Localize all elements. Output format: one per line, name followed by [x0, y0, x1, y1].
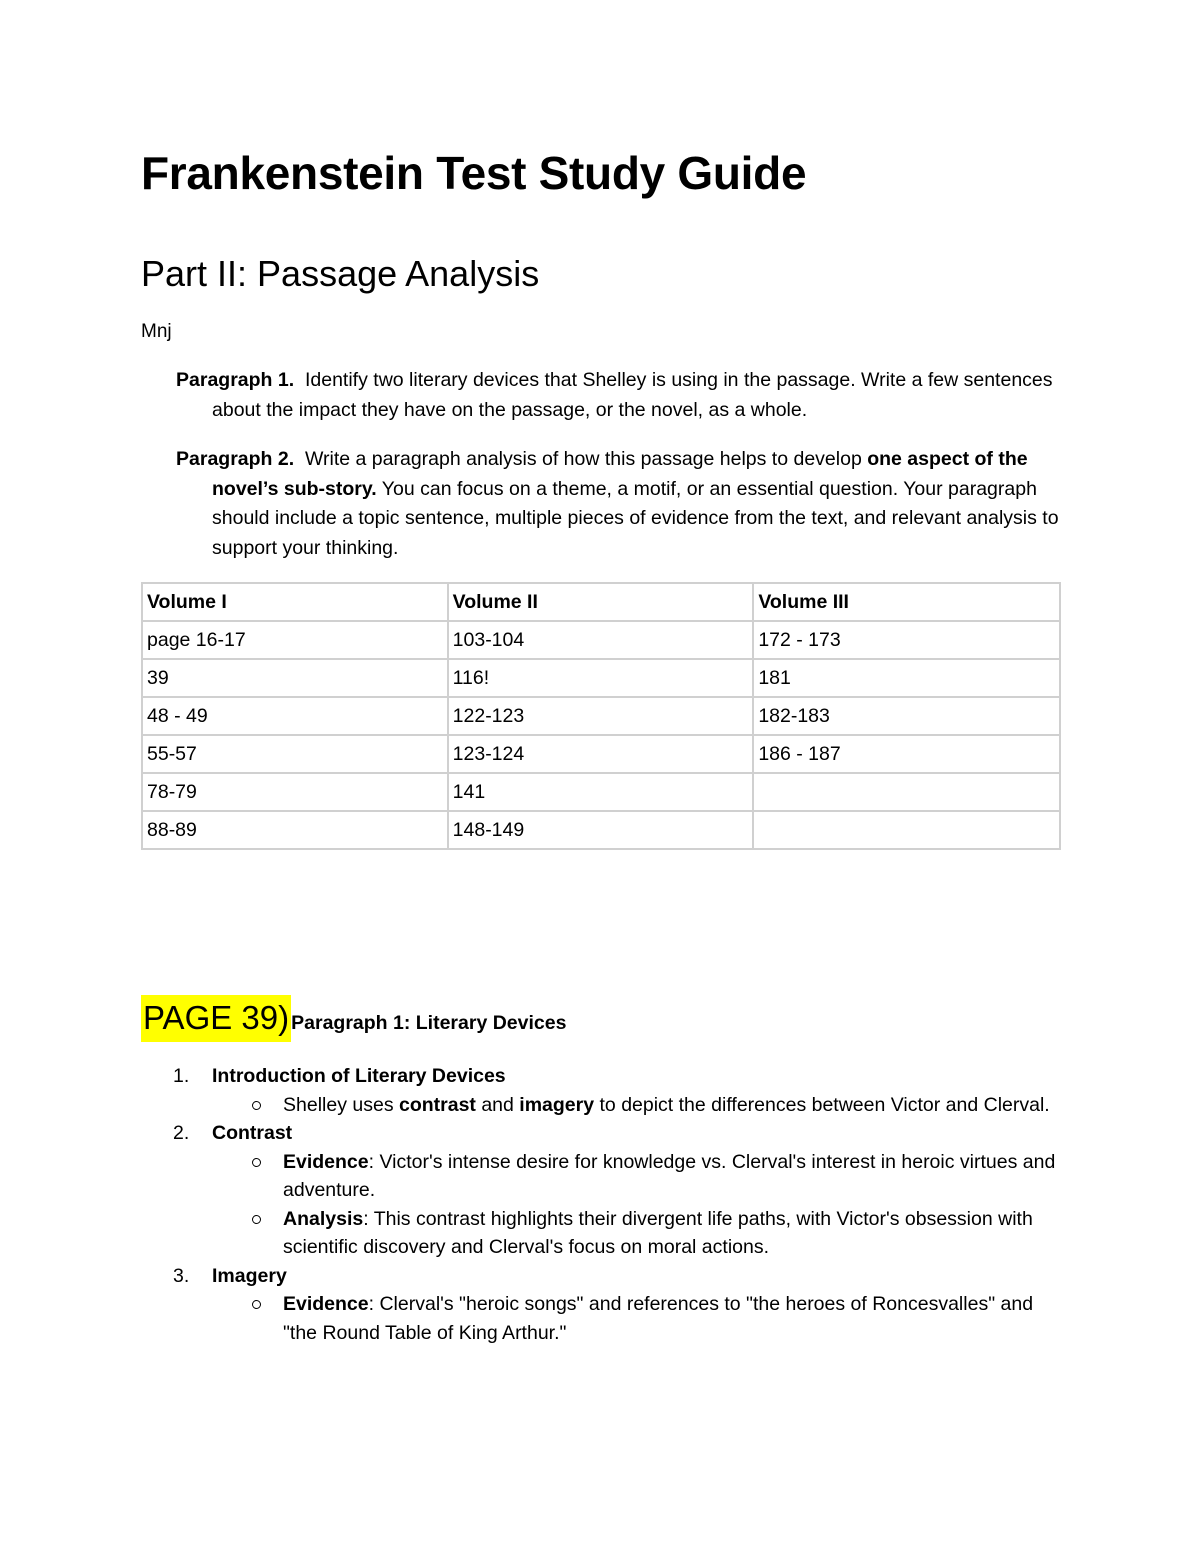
table-cell: 172 - 173 [753, 621, 1060, 659]
bullet-label: Evidence [283, 1150, 369, 1173]
outline-bullet [212, 1091, 1071, 1120]
table-cell: 123-124 [448, 735, 754, 773]
table-cell [753, 773, 1060, 811]
table-cell: 122-123 [448, 697, 754, 735]
outline-bullet [212, 1290, 1071, 1347]
bullet-text: : Clerval's "heroic songs" and references to "the heroes of Roncesvalles" and "the Round Table of King Arthur." [283, 1293, 1034, 1344]
outline-bullets [212, 1091, 1071, 1120]
bullet-label: Evidence [283, 1293, 369, 1315]
bullet-text: : This contrast highlights their divergent life paths, with Victor's obsession with scientific discovery and Clerval's focus on moral actions. [283, 1207, 1033, 1258]
outline-heading: Introduction of Literary Devices [212, 1065, 506, 1087]
table-cell: 48 - 49 [142, 697, 448, 735]
table-cell: page 16-17 [142, 621, 448, 659]
table-header-cell: Volume II [448, 583, 754, 621]
table-header-cell: Volume III [753, 583, 1060, 621]
table-cell: 148-149 [448, 811, 754, 849]
prompt-text: Write a paragraph analysis of how this passage helps to develop [304, 448, 862, 470]
table-row [142, 735, 1060, 773]
outline-number: 3. [173, 1264, 190, 1287]
prompt-label: Paragraph 1. [176, 369, 295, 391]
bullet-label: Analysis [283, 1207, 364, 1230]
outline-bullets [212, 1148, 1071, 1262]
outline-bullet [212, 1205, 1071, 1262]
table-header-cell: Volume I [142, 583, 448, 621]
prompt-text: You can focus on a theme, a motif, or an essential question. Your paragraph should include a topic sentence, multiple pieces of evidence from the text, and relevant analysis to support your thinking. [212, 477, 1059, 559]
prompt-label: Paragraph 2. [176, 448, 295, 470]
outline-bullets [212, 1290, 1071, 1347]
table-cell [753, 811, 1060, 849]
section-heading [141, 990, 566, 1051]
table-cell: 141 [448, 773, 754, 811]
table-row [142, 697, 1060, 735]
bullet-emphasis: contrast [398, 1093, 476, 1116]
circle-bullet-icon [252, 1101, 261, 1110]
table-row [142, 811, 1060, 849]
table-cell: 55-57 [142, 735, 448, 773]
prompt-text: Identify two literary devices that Shelley is using in the passage. Write a few sentences about the impact they have on the passage, or the novel, as a whole. [212, 369, 1053, 421]
outline-item [141, 1262, 1071, 1348]
outline-heading: Contrast [212, 1122, 293, 1144]
outline-bullet [212, 1148, 1071, 1205]
bullet-text: : Victor's intense desire for knowledge vs. Clerval's interest in heroic virtues and adventure. [283, 1150, 1056, 1201]
table-row [142, 773, 1060, 811]
page-tag-highlight: PAGE 39) [141, 995, 291, 1042]
author-note: Mnj [141, 321, 172, 342]
bullet-text: and [475, 1093, 520, 1116]
bullet-text: to depict the differences between Victor and Clerval. [594, 1093, 1050, 1116]
outline-heading: Imagery [212, 1264, 287, 1287]
outline-item [141, 1062, 1071, 1119]
table-header-row [142, 583, 1060, 621]
prompt-emphasis: one aspect of the novel’s sub-story. [212, 448, 1028, 500]
table-cell: 181 [753, 659, 1060, 697]
table-cell: 182-183 [753, 697, 1060, 735]
outline-item [141, 1119, 1071, 1262]
table-cell: 186 - 187 [753, 735, 1060, 773]
outline-list [141, 1062, 1071, 1347]
table-cell: 39 [142, 659, 448, 697]
table-row [142, 659, 1060, 697]
document-subtitle: Part II: Passage Analysis [141, 253, 540, 294]
outline-number: 1. [173, 1065, 190, 1087]
bullet-text: Shelley uses [283, 1093, 399, 1116]
table-cell: 103-104 [448, 621, 754, 659]
outline-number: 2. [173, 1122, 190, 1144]
circle-bullet-icon [252, 1300, 261, 1309]
prompt-paragraph-1 [176, 366, 1092, 425]
table-cell: 88-89 [142, 811, 448, 849]
prompt-paragraph-2 [176, 445, 1092, 563]
circle-bullet-icon [252, 1158, 261, 1167]
table-cell: 78-79 [142, 773, 448, 811]
table-row [142, 621, 1060, 659]
section-title: Paragraph 1: Literary Devices [291, 1012, 567, 1034]
bullet-emphasis: imagery [519, 1093, 595, 1116]
document-title: Frankenstein Test Study Guide [141, 147, 807, 199]
circle-bullet-icon [252, 1215, 261, 1224]
volume-pages-table [141, 582, 1061, 850]
table-cell: 116! [448, 659, 754, 697]
